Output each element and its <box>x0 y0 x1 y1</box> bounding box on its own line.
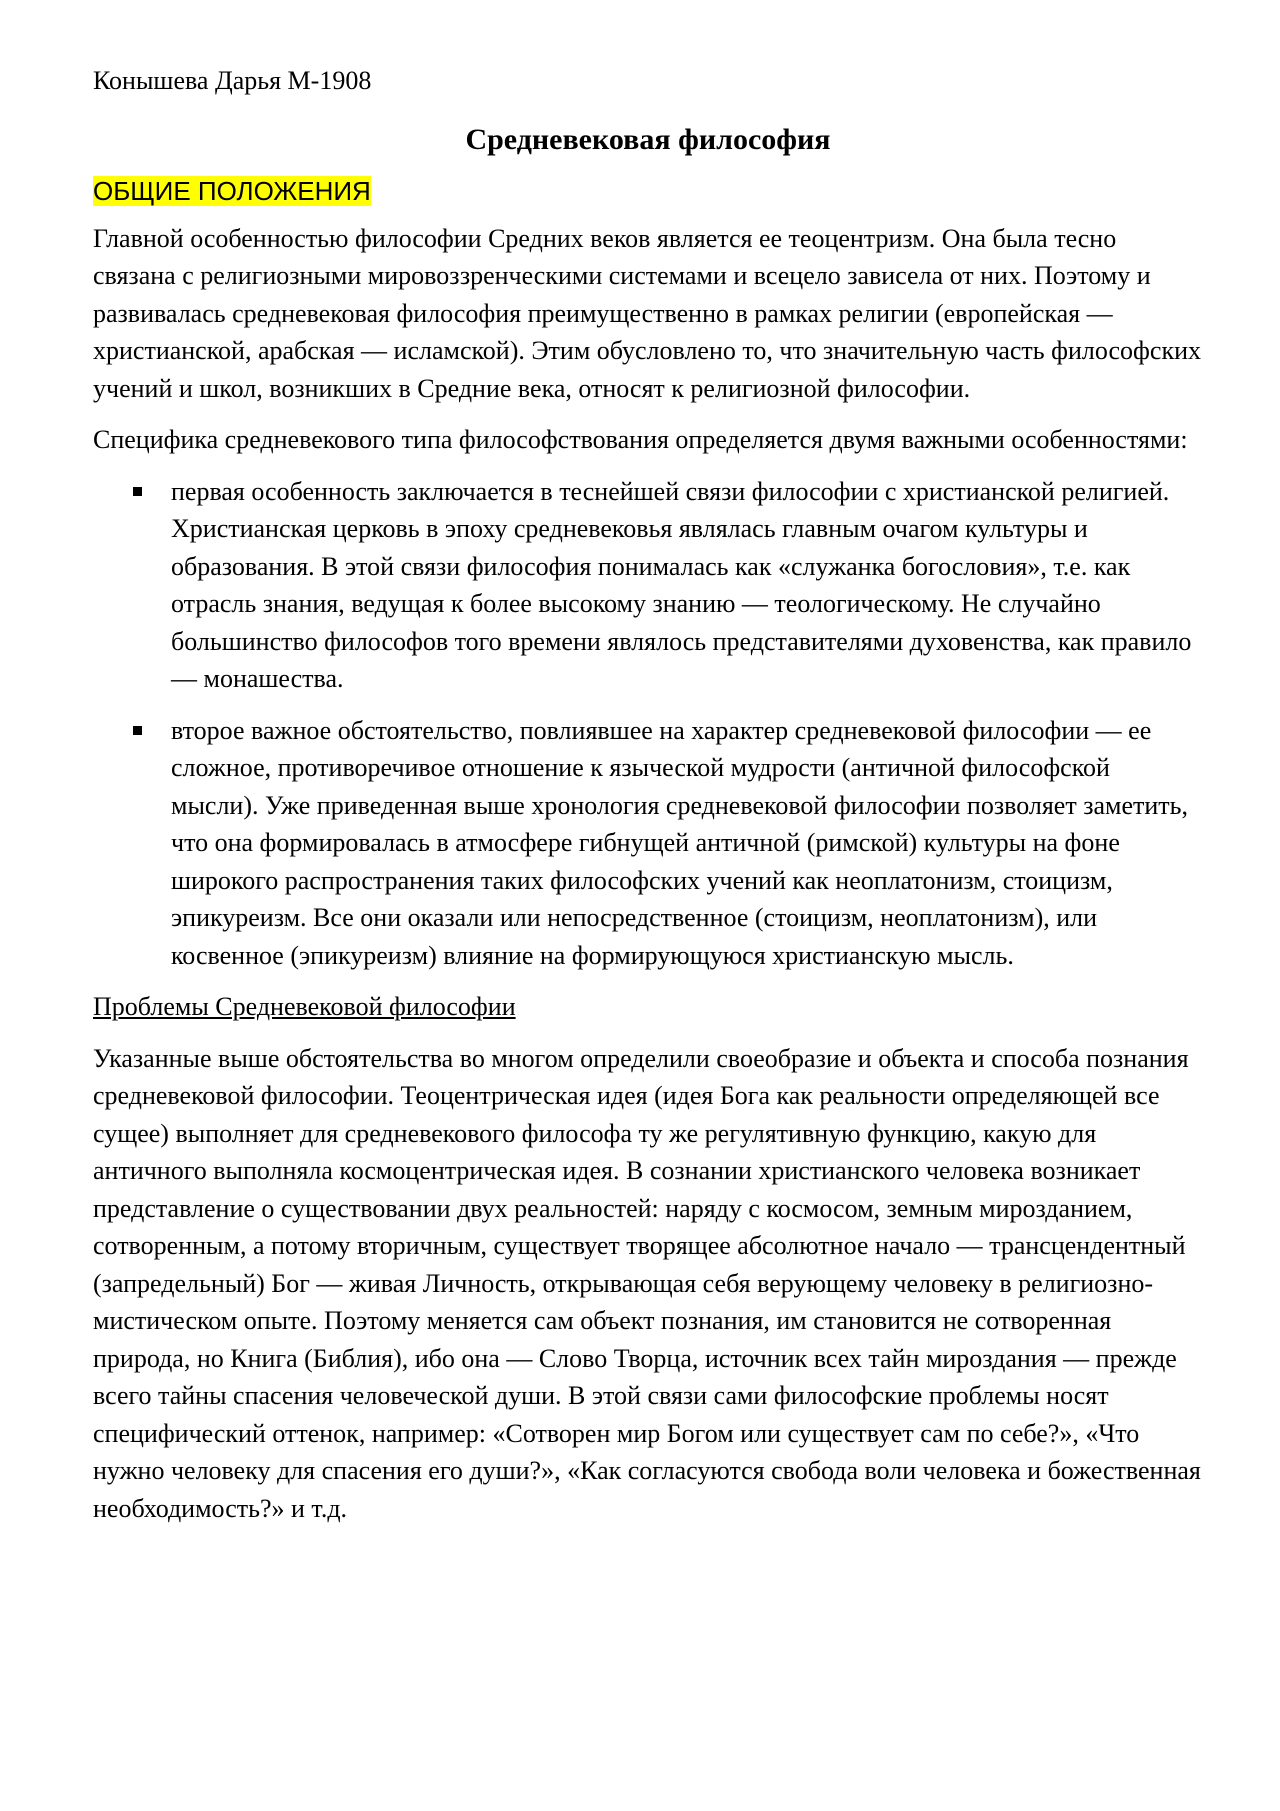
author-line: Конышева Дарья М-1908 <box>93 66 372 95</box>
square-bullet-icon <box>133 487 142 496</box>
document-title: Средневековая философия <box>465 122 831 156</box>
specifics-paragraph: Специфика средневекового типа философствования определяется двумя важными особенностями: <box>93 425 1188 454</box>
document-page <box>93 62 1203 1541</box>
section-heading <box>93 172 1203 210</box>
problems-subheading: Проблемы Средневековой философии <box>93 992 516 1021</box>
bullet-list <box>93 473 1203 975</box>
square-bullet-icon <box>133 726 142 735</box>
list-item-text: первая особенность заключается в теснейшей связи философии с христианской религией. Христианская церковь в эпоху средневековья являлась главным очагом культуры и образования. В этой связи философия понималась как «служанка богословия», т.е. как отрасль знания, ведущая к более высокому знанию — теологическому. Не случайно большинство философов того времени являлось представителями духовенства, как правило — монашества. <box>171 476 1192 693</box>
list-item-text: второе важное обстоятельство, повлиявшее на характер средневековой философии — ее сложное, противоречивое отношение к языческой мудрости (античной философской мысли). Уже приведенная выше хронология средневековой философии позволяет заметить, что она формировалась в атмосфере гибнущей античной (римской) культуры на фоне широкого распространения таких философских учений как неоплатонизм, стоицизм, эпикуреизм. Все они оказали или непосредственное (стоицизм, неоплатонизм), или косвенное (эпикуреизм) влияние на формирующуюся христианскую мысль. <box>171 715 1189 970</box>
list-item <box>93 473 1203 698</box>
intro-paragraph: Главной особенностью философии Средних веков является ее теоцентризм. Она была тесно связана с религиозными мировоззренческими системами и всецело зависела от них. Поэтому и развивалась средневековая философия преимущественно в рамках религии (европейская — христианской, арабская — исламской). Этим обусловлено то, что значительную часть философских учений и школ, возникших в Средние века, относят к религиозной философии. <box>93 223 1201 403</box>
list-item <box>93 712 1203 975</box>
problems-paragraph: Указанные выше обстоятельства во многом определили своеобразие и объекта и способа познания средневековой философии. Теоцентрическая идея (идея Бога как реальности определяющей все сущее) выполняет для средневекового философа ту же регулятивную функцию, какую для античного выполняла космоцентрическая идея. В сознании христианского человека возникает представление о существовании двух реальностей: наряду с космосом, земным мирозданием, сотворенным, а потому вторичным, существует творящее абсолютное начало — трансцендентный (запредельный) Бог — живая Личность, открывающая себя верующему человеку в религиозно-мистическом опыте. Поэтому меняется сам объект познания, им становится не сотворенная природа, но Книга (Библия), ибо она — Слово Творца, источник всех тайн мироздания — прежде всего тайны спасения человеческой души. В этой связи сами философские проблемы носят специфический оттенок, например: «Сотворен мир Богом или существует сам по себе?», «Что нужно человеку для спасения его души?», «Как согласуются свобода воли человека и божественная необходимость?» и т.д. <box>93 1043 1201 1523</box>
highlighted-heading-text: ОБЩИЕ ПОЛОЖЕНИЯ <box>93 175 371 206</box>
